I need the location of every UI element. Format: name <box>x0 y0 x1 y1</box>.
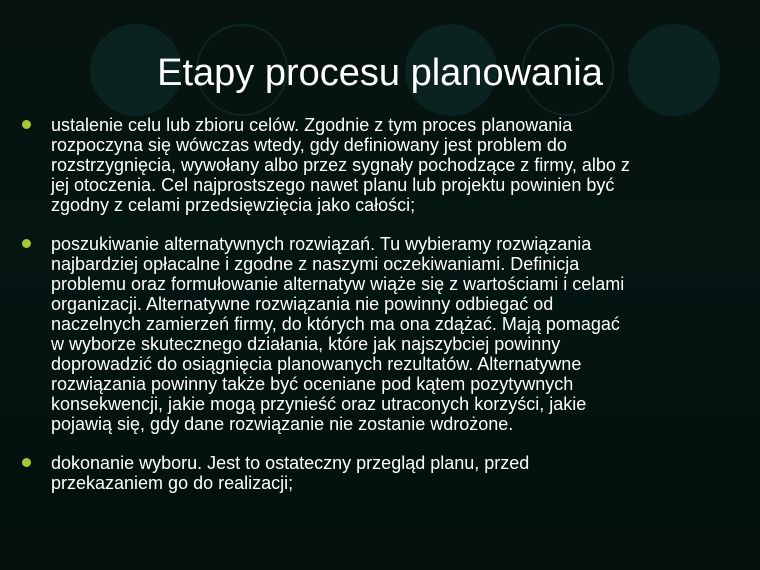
bullet-text: poszukiwanie alternatywnych rozwiązań. Tu wybieramy rozwiązania najbardziej opłacalne i zgodne z naszymi oczekiwaniami. Definicja problemu oraz formułowanie alternatyw wiąże się z wartościami i celami organizacji. Alternatywne rozwiązania nie powinny odbiegać od naczelnych zamierzeń firmy, do których ma ona zdążać. Mają pomagać w wyborze skutecznego działania, które jak najszybciej powinny doprowadzić do osiągnięcia planowanych rezultatów. Alternatywne rozwiązania powinny także być oceniane pod kątem pozytywnych konsekwencji, jakie mogą przynieść oraz utraconych korzyści, jakie pojawią się, gdy dane rozwiązanie nie zostanie wdrożone. <box>51 234 625 434</box>
bullet-dot-icon <box>22 120 31 129</box>
bullet-item <box>22 115 742 215</box>
bullet-list <box>22 115 742 493</box>
bullet-dot-icon <box>22 239 31 248</box>
bullet-text: ustalenie celu lub zbioru celów. Zgodnie z tym proces planowania rozpoczyna się wówczas wtedy, gdy definiowany jest problem do rozstrzygnięcia, wywołany albo przez sygnały pochodzące z firmy, albo z jej otoczenia. Cel najprostszego nawet planu lub projektu powinien być zgodny z celami przedsięwzięcia jako całości; <box>51 115 630 215</box>
slide-title: Etapy procesu planowania <box>157 52 603 94</box>
bullet-text: dokonanie wyboru. Jest to ostateczny przegląd planu, przed przekazaniem go do realizacji; <box>51 453 530 493</box>
bullet-item <box>22 234 742 434</box>
bullet-item <box>22 453 742 493</box>
bullet-dot-icon <box>22 458 31 467</box>
